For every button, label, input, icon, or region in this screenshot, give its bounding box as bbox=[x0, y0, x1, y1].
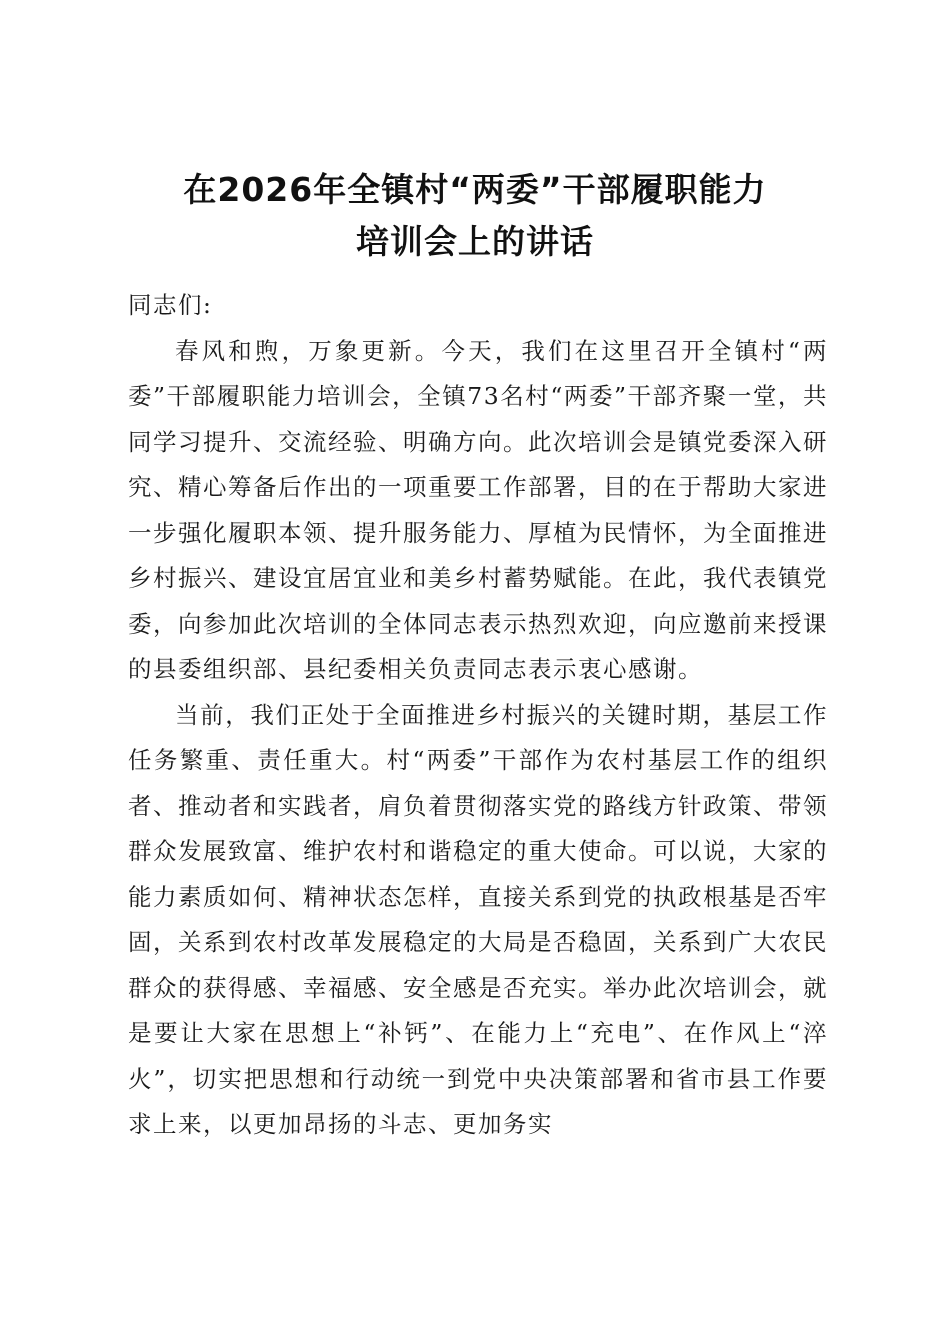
title-line-2: 培训会上的讲话 bbox=[356, 222, 594, 261]
paragraph-2: 当前，我们正处于全面推进乡村振兴的关键时期，基层工作任务繁重、责任重大。村“两委”干部作为农村基层工作的组织者、推动者和实践者，肩负着贯彻落实党的路线方针政策、带领群众发展致富、维护农村和谐稳定的重大使命。可以说，大家的能力素质如何、精神状态怎样，直接关系到党的执政根基是否牢固，关系到农村改革发展稳定的大局是否稳固，关系到广大农民群众的获得感、幸福感、安全感是否充实。举办此次培训会，就是要让大家在思想上“补钙”、在能力上“充电”、在作风上“淬火”，切实把思想和行动统一到党中央决策部署和省市县工作要求上来，以更加昂扬的斗志、更加务实 bbox=[128, 700, 828, 1138]
title-line-1: 在2026年全镇村“两委”干部履职能力 bbox=[183, 170, 767, 209]
speech-body bbox=[128, 283, 828, 1148]
speech-title bbox=[0, 164, 950, 268]
salutation: 同志们: bbox=[128, 291, 213, 319]
paragraph-1: 春风和煦，万象更新。今天，我们在这里召开全镇村“两委”干部履职能力培训会，全镇73名村“两委”干部齐聚一堂，共同学习提升、交流经验、明确方向。此次培训会是镇党委深入研究、精心筹备后作出的一项重要工作部署，目的在于帮助大家进一步强化履职本领、提升服务能力、厚植为民情怀，为全面推进乡村振兴、建设宜居宜业和美乡村蓄势赋能。在此，我代表镇党委，向参加此次培训的全体同志表示热烈欢迎，向应邀前来授课的县委组织部、县纪委相关负责同志表示衷心感谢。 bbox=[128, 336, 828, 683]
